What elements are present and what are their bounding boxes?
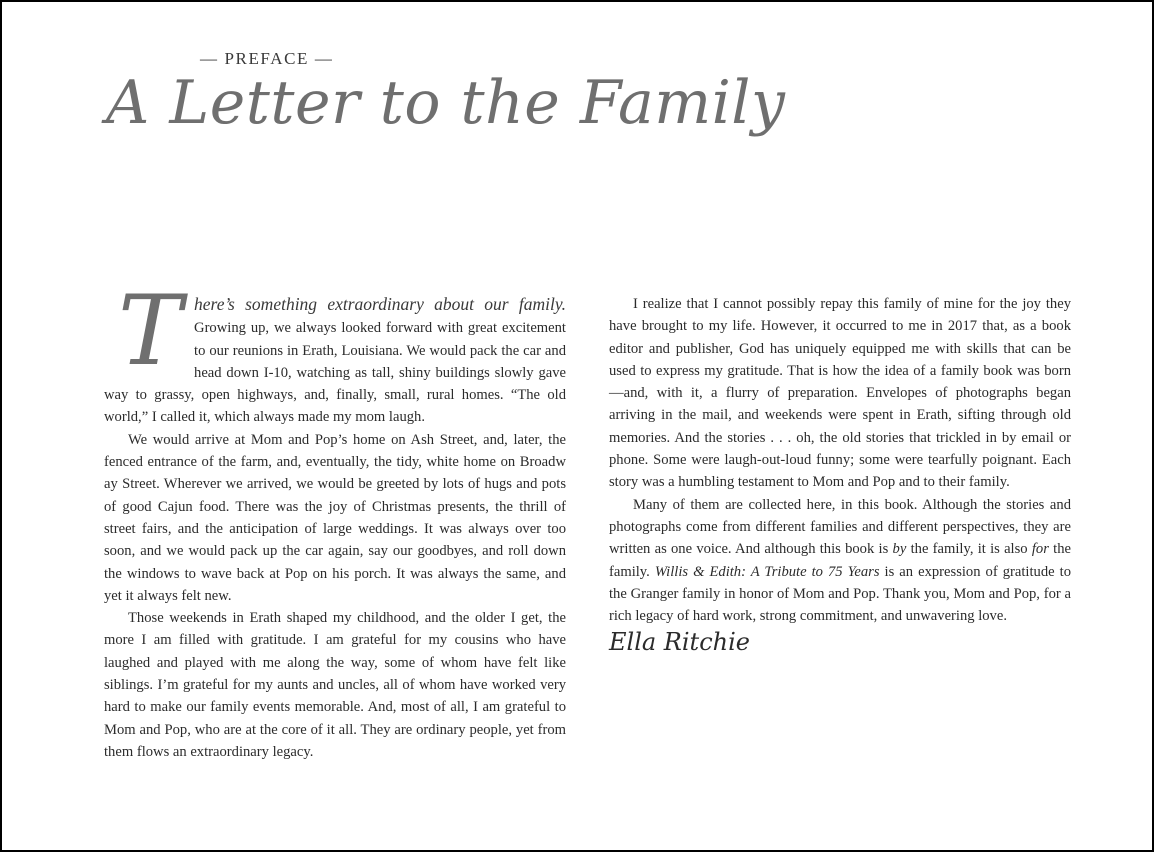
- page-title: A Letter to the Family: [106, 68, 786, 138]
- paragraph-2: We would arrive at Mom and Pop’s home on Ash Street, and, later, the fenced entrance of the farm, and, eventually, the tidy, white home on Broadw ay Street. Wherever we arrived, we would be greeted by lots of hugs and pots of good Cajun food. There was the joy of Christmas presents, the thrill of street fairs, and the anticipation of large weddings. It was always over too soon, and we would pack up the car again, say our goodbyes, and roll down the windows to wave back at Pop on his porch. It was always the same, and yet it always felt new.: [104, 431, 566, 604]
- p5-part-d: is an expression of gratitude to the Granger family in honor of Mom and Pop. Thank you, Mom and Pop, for a rich legacy of hard work, strong commitment, and unwavering love.: [609, 563, 1071, 625]
- book-title: Willis & Edith: A Tribute to 75 Years: [654, 563, 880, 580]
- drop-cap: T: [118, 275, 183, 387]
- right-column: [609, 293, 1071, 657]
- lead-phrase: here’s something extraordinary about our family.: [194, 294, 566, 314]
- p5-part-c: the family.: [609, 541, 1071, 580]
- section-kicker: — PREFACE —: [200, 49, 334, 68]
- paragraph-3: Those weekends in Erath shaped my childhood, and the older I get, the more I am filled with gratitude. I am grateful for my cousins who have laughed and played with me along the way, some of whom have felt like siblings. I’m grateful for my aunts and uncles, all of whom have worked very hard to make our family events memorable. And, most of all, I am grateful to Mom and Pop, who are at the core of it all. They are ordinary people, yet from them flows an extraordinary legacy.: [104, 610, 566, 760]
- signature: [609, 628, 1071, 657]
- paragraph-4: I realize that I cannot possibly repay this family of mine for the joy they have brought to my life. However, it occurred to me in 2017 that, as a book editor and publisher, God has uniquely equipped me with skills that can be used to express my gratitude. That is how the idea of a family book was born—and, with it, a flurry of preparation. Envelopes of photographs began arriving in the mail, and weekends were spent in Erath, sifting through old memories. And the stories . . . oh, the old stories that trickled in by email or phone. Some were laugh-out-loud funny; some were tearfully poignant. Each story was a humbling testament to Mom and Pop and to their family.: [609, 296, 1071, 491]
- emphasis-for: for: [1031, 541, 1049, 558]
- p5-part-b: the family, it is also: [910, 541, 1028, 558]
- paragraph-5: [609, 494, 1071, 628]
- p5-part-a: Many of them are collected here, in this book. Although the stories and photographs come from different families and different perspectives, they are written as one voice. And although this book is: [609, 496, 1071, 558]
- signature-text: Ella Ritchie: [609, 628, 750, 657]
- left-column: [104, 275, 566, 763]
- emphasis-by: by: [892, 541, 907, 558]
- paragraph-1-body: Growing up, we always looked forward with great excitement to our reunions in Erath, Louisiana. We would pack the car and head down I-10, watching as tall, shiny buildings slowly gave way to grassy, open highways, and, finally, small, rural homes. “The old world,” I called it, which always made my mom laugh.: [104, 320, 566, 426]
- paragraph-1: [104, 275, 566, 429]
